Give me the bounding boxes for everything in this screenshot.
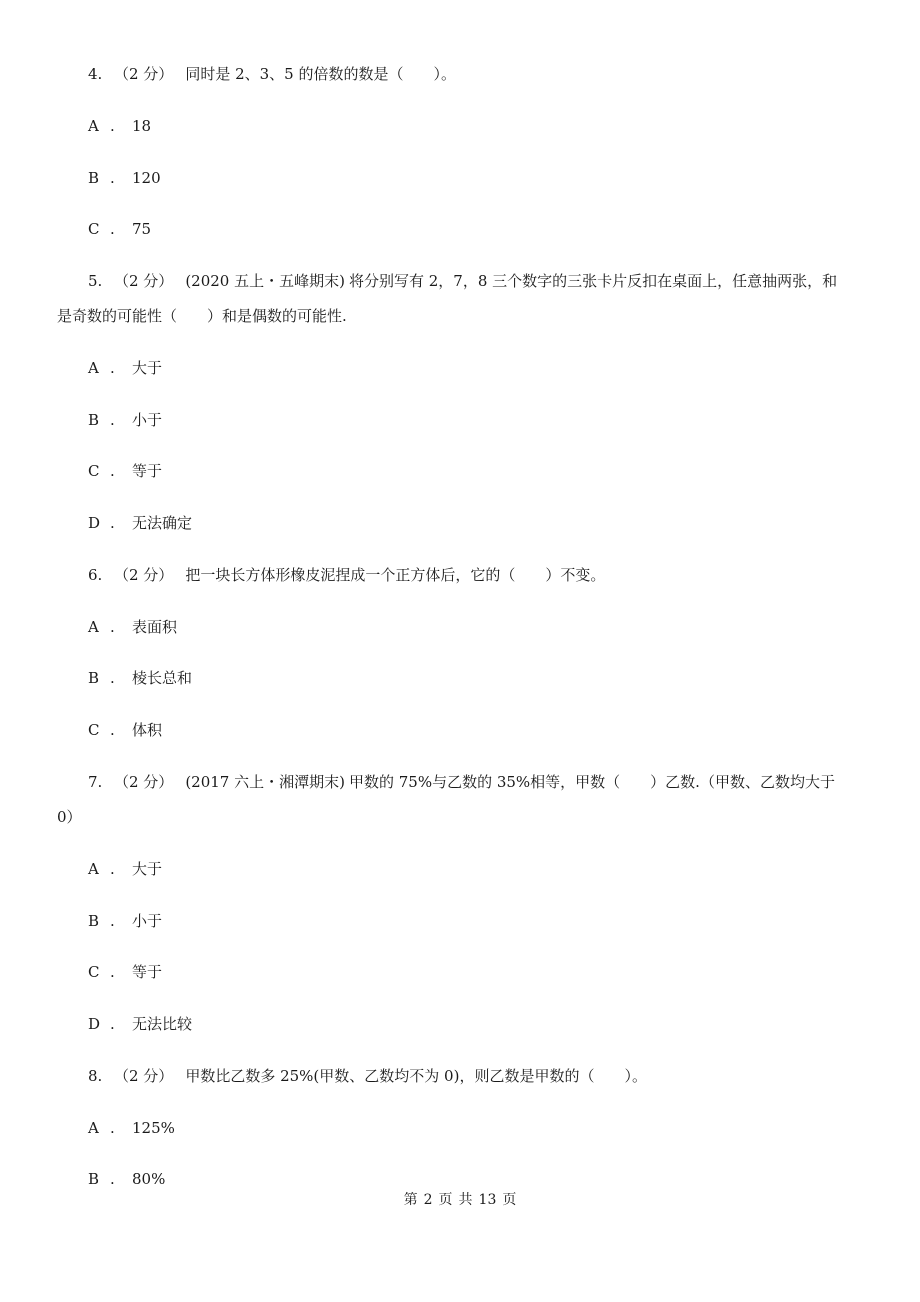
question-score: （2 分） xyxy=(114,773,174,791)
option-5b[interactable] xyxy=(88,410,162,430)
option-text: 80% xyxy=(132,1170,166,1188)
option-text: 等于 xyxy=(132,462,163,480)
option-8a[interactable] xyxy=(88,1118,175,1138)
option-4a[interactable] xyxy=(88,116,151,136)
option-separator: . xyxy=(110,721,115,739)
option-letter: A xyxy=(88,117,99,135)
question-number: 6. xyxy=(88,566,103,584)
option-text: 无法确定 xyxy=(132,514,193,532)
question-text: 把一块长方体形橡皮泥捏成一个正方体后，它的（ ）不变。 xyxy=(185,566,606,584)
option-7c[interactable] xyxy=(88,962,162,982)
option-letter: D xyxy=(88,514,101,532)
footer-word: 共 xyxy=(458,1192,473,1208)
question-source: (2017 六上・湘潭期末) xyxy=(185,773,345,791)
option-5d[interactable] xyxy=(88,513,192,533)
page-footer xyxy=(0,1190,920,1210)
option-separator: . xyxy=(110,912,115,930)
question-number: 5. xyxy=(88,272,103,290)
option-4b[interactable] xyxy=(88,168,161,188)
option-separator: . xyxy=(110,669,115,687)
option-separator: . xyxy=(110,1170,115,1188)
option-text: 表面积 xyxy=(132,618,178,636)
option-5c[interactable] xyxy=(88,461,162,481)
question-6 xyxy=(88,565,605,585)
option-separator: . xyxy=(110,618,115,636)
question-source: (2020 五上・五峰期末) xyxy=(185,272,345,290)
option-text: 18 xyxy=(132,117,152,135)
option-separator: . xyxy=(110,963,115,981)
option-letter: A xyxy=(88,860,99,878)
option-text: 等于 xyxy=(132,963,163,981)
option-7a[interactable] xyxy=(88,859,162,879)
option-letter: B xyxy=(88,169,100,187)
option-letter: D xyxy=(88,1015,101,1033)
question-5 xyxy=(88,271,837,291)
option-6c[interactable] xyxy=(88,720,162,740)
option-separator: . xyxy=(110,169,115,187)
option-6a[interactable] xyxy=(88,617,177,637)
option-letter: C xyxy=(88,220,100,238)
option-4c[interactable] xyxy=(88,219,151,239)
question-number: 7. xyxy=(88,773,103,791)
option-separator: . xyxy=(110,220,115,238)
option-separator: . xyxy=(110,514,115,532)
option-6b[interactable] xyxy=(88,668,192,688)
option-separator: . xyxy=(110,359,115,377)
option-letter: B xyxy=(88,1170,100,1188)
option-5a[interactable] xyxy=(88,358,162,378)
question-score: （2 分） xyxy=(114,566,174,584)
question-7 xyxy=(88,772,835,792)
question-text: 甲数比乙数多 25%(甲数、乙数均不为 0)，则乙数是甲数的（ ）。 xyxy=(185,1067,647,1085)
option-text: 小于 xyxy=(132,411,163,429)
option-separator: . xyxy=(110,860,115,878)
option-text: 无法比较 xyxy=(132,1015,193,1033)
option-letter: A xyxy=(88,359,99,377)
footer-word: 页 xyxy=(502,1192,517,1208)
option-separator: . xyxy=(110,411,115,429)
option-text: 小于 xyxy=(132,912,163,930)
option-letter: C xyxy=(88,721,100,739)
option-8b[interactable] xyxy=(88,1169,165,1189)
option-letter: B xyxy=(88,669,100,687)
question-score: （2 分） xyxy=(114,65,174,83)
question-4 xyxy=(88,64,456,84)
option-separator: . xyxy=(110,462,115,480)
option-7b[interactable] xyxy=(88,911,162,931)
option-letter: A xyxy=(88,618,99,636)
option-text: 120 xyxy=(132,169,161,187)
option-7d[interactable] xyxy=(88,1014,192,1034)
question-text: 将分别写有 2，7，8 三个数字的三张卡片反扣在桌面上，任意抽两张，和 xyxy=(348,272,838,290)
option-text: 75 xyxy=(132,220,152,238)
question-score: （2 分） xyxy=(114,272,174,290)
option-letter: C xyxy=(88,462,100,480)
option-separator: . xyxy=(110,117,115,135)
option-separator: . xyxy=(110,1119,115,1137)
option-text: 大于 xyxy=(132,359,163,377)
question-score: （2 分） xyxy=(114,1067,174,1085)
question-number: 8. xyxy=(88,1067,103,1085)
option-letter: B xyxy=(88,411,100,429)
option-letter: B xyxy=(88,912,100,930)
option-text: 大于 xyxy=(132,860,163,878)
option-text: 125% xyxy=(132,1119,175,1137)
question-8 xyxy=(88,1066,647,1086)
question-number: 4. xyxy=(88,65,103,83)
total-page-count: 13 xyxy=(478,1192,497,1208)
footer-word: 第 xyxy=(403,1192,418,1208)
option-separator: . xyxy=(110,1015,115,1033)
option-letter: A xyxy=(88,1119,99,1137)
question-5-continuation: 是奇数的可能性（ ）和是偶数的可能性. xyxy=(57,307,347,325)
option-letter: C xyxy=(88,963,100,981)
question-text: 同时是 2、3、5 的倍数的数是（ ）。 xyxy=(185,65,456,83)
question-text: 甲数的 75%与乙数的 35%相等，甲数（ ）乙数.（甲数、乙数均大于 xyxy=(348,773,835,791)
option-text: 棱长总和 xyxy=(132,669,193,687)
footer-word: 页 xyxy=(438,1192,453,1208)
current-page-number: 2 xyxy=(423,1192,433,1208)
option-text: 体积 xyxy=(132,721,163,739)
question-7-continuation: 0） xyxy=(57,808,82,826)
